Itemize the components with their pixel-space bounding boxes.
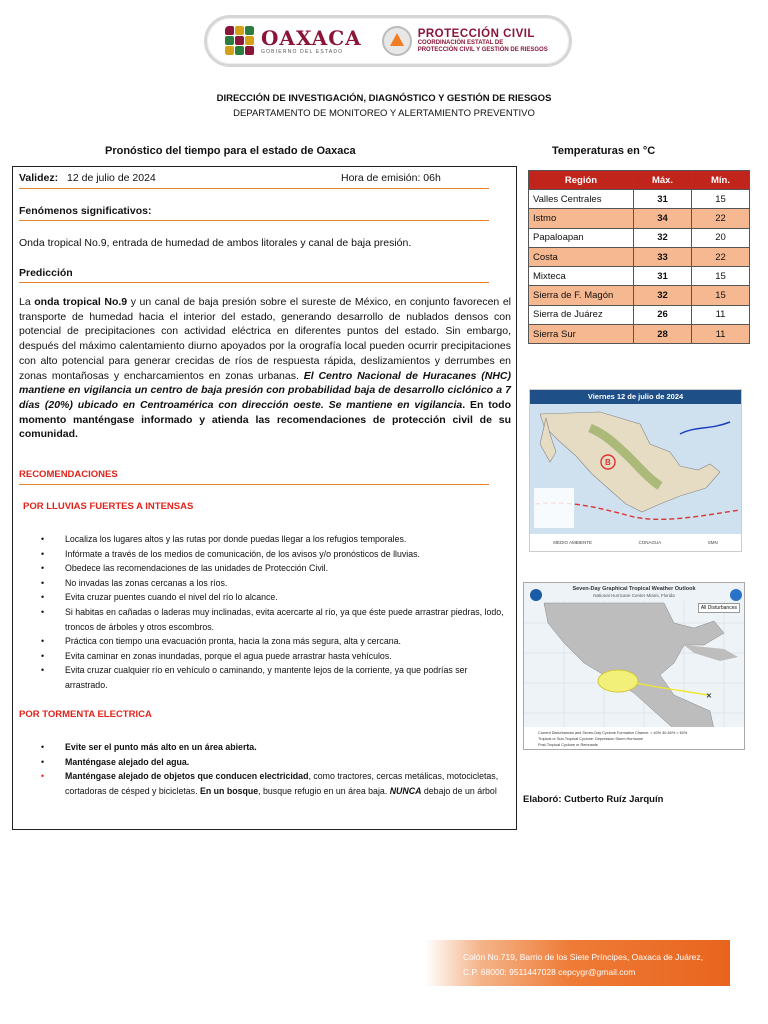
weather-map-image <box>529 389 742 552</box>
col-region: Región <box>529 171 634 190</box>
prediction-nhc-italic: El Centro Nacional de Huracanes (NHC) mantiene en vigilancia un centro de baja presión con probabilidad baja de desarrollo ciclónico a 7 días (20%) ubicado en Centroamérica con dirección oeste. Se mantiene en vigilancia <box>19 369 511 411</box>
proteccion-civil-logo <box>382 26 548 56</box>
issue-time: Hora de emisión: 06h <box>341 172 441 184</box>
col-min: Mín. <box>692 171 750 190</box>
pc-subtitle-2: PROTECCIÓN CIVIL Y GESTIÓN DE RIESGOS <box>417 47 548 53</box>
rain-list <box>41 532 511 693</box>
list-item: • Evite ser el punto más alto en un área abierta. <box>41 742 257 752</box>
forecast-title: Pronóstico del tiempo para el estado de Oaxaca <box>105 145 356 157</box>
footer-address: Colón No.719, Barrio de los Siete Príncipes, Oaxaca de Juárez, <box>463 952 704 962</box>
divider <box>19 188 489 189</box>
department-title: DEPARTAMENTO DE MONITOREO Y ALERTAMIENTO PREVENTIVO <box>233 108 535 119</box>
weather-map-title: Viernes 12 de julio de 2024 <box>530 390 741 404</box>
directorate-title: DIRECCIÓN DE INVESTIGACIÓN, DIAGNÓSTICO Y GESTIÓN DE RIESGOS <box>216 93 552 104</box>
table-row: Mixteca 31 15 <box>529 267 750 286</box>
table-row: Sierra Sur 28 11 <box>529 325 750 344</box>
pc-title: PROTECCIÓN CIVIL <box>417 28 535 40</box>
oaxaca-subtitle: GOBIERNO DEL ESTADO <box>261 48 344 55</box>
pc-subtitle-1: COORDINACIÓN ESTATAL DE <box>417 40 504 46</box>
prediction-text <box>19 295 511 442</box>
tropical-outlook-title: Seven-Day Graphical Tropical Weather Outlook <box>572 586 696 592</box>
phenomena-text: Onda tropical No.9, entrada de humedad de ambos litorales y canal de baja presión. <box>19 237 412 249</box>
prediction-p1-rest: y un canal de baja presión sobre el sureste de México, en conjunto favorecen el transporte de humedad hacia el interior del estado, generando desarrollo de nublados densos con potencial de precipitaciones con actividad eléctrica en diferentes puntos del estado. Sin embargo, después del máximo calentamiento diurno apoyados por la orografía local pueden ocurrir precipitaciones con alto potencial para generar crecidas de ríos de respuesta rápida, deslizamientos y derrumbes en zonas montañosas y encharcamientos en zonas urbanas. <box>19 296 511 382</box>
validity-date: 12 de julio de 2024 <box>67 172 156 184</box>
mexico-map-icon <box>530 404 742 536</box>
list-item: • Evita cruzar cualquier río en vehículo o caminando, y mantente lejos de la corriente, ya que podrías ser arrastrado. <box>41 665 468 690</box>
divider <box>19 282 489 283</box>
col-max: Máx. <box>634 171 692 190</box>
phenomena-title: Fenómenos significativos: <box>19 205 152 217</box>
oaxaca-glyph-icon <box>225 26 255 56</box>
header-banner <box>204 15 572 67</box>
logo-conagua: CONAGUA <box>638 540 662 545</box>
oaxaca-name: OAXACA <box>261 25 362 50</box>
author-credit: Elaboró: Cutberto Ruíz Jarquín <box>523 794 664 805</box>
temperatures-title: Temperaturas en °C <box>552 145 656 157</box>
table-row: Costa 33 22 <box>529 247 750 266</box>
list-item: • Manténgase alejado de objetos que conducen electricidad, como tractores, cercas metálicas, motocicletas, cortadoras de césped y bicicletas. En un bosque, busque refugio en un área baja. NUNCA debajo de un árbol <box>41 771 499 796</box>
storm-list <box>41 740 511 798</box>
table-row: Istmo 34 22 <box>529 209 750 228</box>
prediction-title: Predicción <box>19 267 73 279</box>
list-item: • Si habitas en cañadas o laderas muy inclinadas, evita acercarte al río, ya que éste puede arrastrar piedras, lodo, troncos de árboles y otros escombros. <box>41 606 504 632</box>
footer-contact: C.P. 68000; 9511447028 cepcygr@gmail.com <box>463 967 636 977</box>
list-item: • Evita caminar en zonas inundadas, porque el agua puede arrastrar hasta vehículos. <box>41 650 392 661</box>
list-item: • Manténgase alejado del agua. <box>41 756 190 767</box>
rain-title: POR LLUVIAS FUERTES A INTENSAS <box>23 501 194 512</box>
prediction-p1-bold: onda tropical No.9 <box>34 296 128 308</box>
footer-address-bar <box>425 940 730 986</box>
forecast-box <box>12 166 517 830</box>
svg-text:B: B <box>605 458 611 467</box>
prediction-p1-end: . En todo momento manténgase informado y atienda las recomendaciones de protección civil de su comunidad. <box>19 398 511 441</box>
svg-text:✕: ✕ <box>706 693 712 700</box>
table-row: Sierra de Juárez 26 11 <box>529 305 750 324</box>
oaxaca-logo <box>225 26 362 56</box>
table-row: Sierra de F. Magón 32 15 <box>529 286 750 305</box>
list-item: • Obedece las recomendaciones de las unidades de Protección Civil. <box>41 563 329 574</box>
list-item: • Práctica con tiempo una evacuación pronta, hacia la zona más segura, alta y cercana. <box>41 636 401 647</box>
validity-row <box>19 172 489 184</box>
validity-label: Validez: <box>19 172 59 184</box>
weather-map-logos <box>530 534 741 551</box>
divider <box>19 220 489 221</box>
all-disturbances-badge: All Disturbances <box>698 603 740 613</box>
prediction-p1: La <box>19 296 35 308</box>
temperatures-table <box>528 170 750 344</box>
list-item: • Localiza los lugares altos y las rutas por donde puedas llegar a los refugios temporales. <box>41 534 407 544</box>
logo-smn: SMN <box>707 540 718 545</box>
storm-title: POR TORMENTA ELECTRICA <box>19 709 152 720</box>
tropical-outlook-legend: Current Disturbances and Seven-Day Cyclone Formation Chance: < 40% 40-60% > 60% Tropical or Sub-Tropical Cyclone: Depression Storm Hurricane Post-Tropical Cyclone or Remnants <box>524 727 744 749</box>
table-row: Valles Centrales 31 15 <box>529 190 750 209</box>
divider <box>19 484 489 485</box>
table-row: Papaloapan 32 20 <box>529 228 750 247</box>
tropical-outlook-image <box>523 582 745 750</box>
list-item: • Infórmate a través de los medios de comunicación, de los avisos y/o pronósticos de lluvias. <box>41 548 420 559</box>
proteccion-civil-seal-icon <box>382 26 412 56</box>
recommendations-title: RECOMENDACIONES <box>19 469 118 480</box>
list-item: • Evita cruzar puentes cuando el nivel del río lo alcance. <box>41 592 278 603</box>
tropical-outlook-subtitle: National Hurricane Center Miami, Florida <box>593 593 675 598</box>
logo-medio-ambiente: MEDIO AMBIENTE <box>553 540 592 545</box>
list-item: • No invadas las zonas cercanas a los ríos. <box>41 577 228 588</box>
